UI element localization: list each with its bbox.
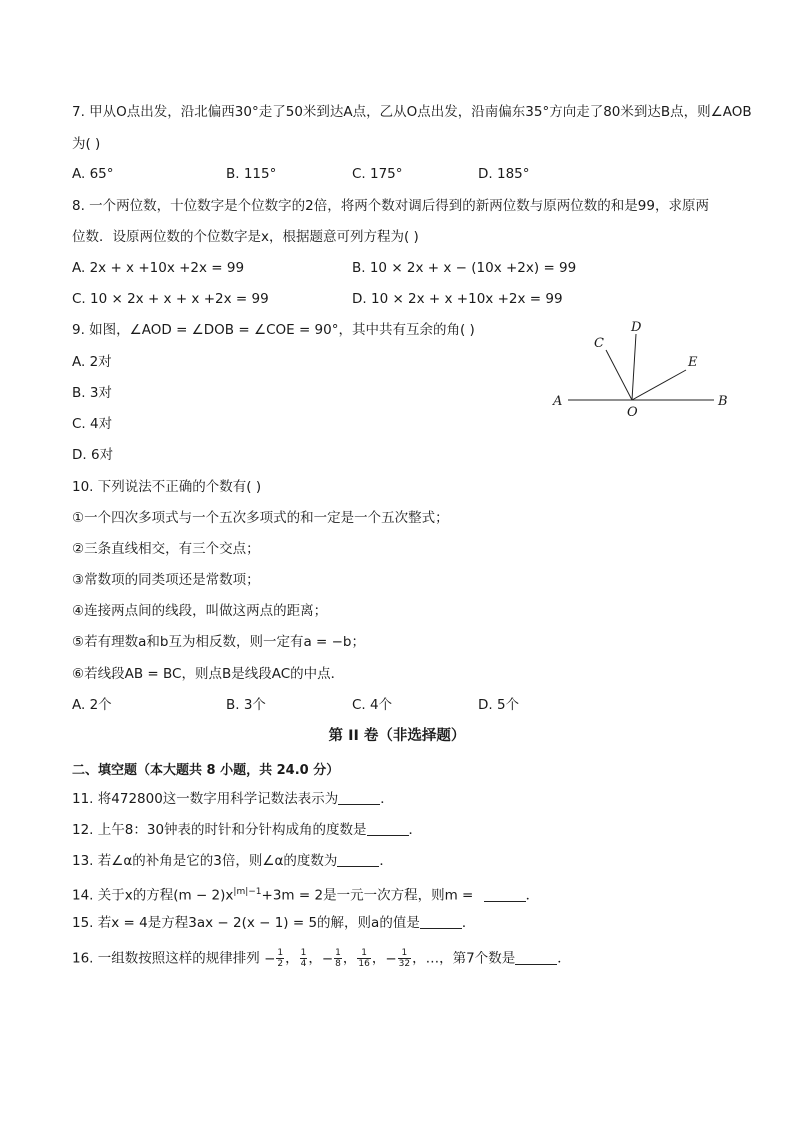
q9-option-b: B. 3对 — [72, 385, 112, 401]
numerator: 1 — [357, 948, 370, 959]
q15-end: ． — [461, 915, 476, 931]
q16-term-2 — [299, 948, 309, 969]
q12-line — [72, 820, 422, 840]
q16-term-4 — [356, 948, 371, 969]
q15-answer-blank[interactable] — [420, 914, 462, 929]
denominator: 8 — [335, 959, 341, 969]
label-a: A — [553, 394, 563, 409]
denominator: 16 — [358, 959, 370, 969]
q12-end: ． — [408, 822, 423, 838]
fraction — [276, 948, 284, 969]
ray-oe — [632, 370, 686, 400]
q11-text: 11. 将472800这一数字用科学记数法表示为 — [72, 791, 339, 807]
ray-oc — [606, 350, 632, 400]
q7-line1: 7. 甲从O点出发，沿北偏西30°走了50米到达A点，乙从O点出发，沿南偏东35°方向走了80米到达B点，则∠AOB — [72, 104, 752, 120]
section-title: 第 II 卷（非选择题） — [328, 728, 466, 744]
q10-item-2: ②三条直线相交，有三个交点； — [72, 541, 260, 557]
q14-text-mid: +3m = 2是一元一次方程，则m = — [261, 887, 478, 904]
q11-line — [72, 789, 394, 809]
q8-option-b: B. 10 × 2x + x − (10x +2x) = 99 — [352, 260, 577, 276]
q10-item-5: ⑤若有理数a和b互为相反数，则一定有a = −b； — [72, 634, 365, 650]
fraction — [398, 948, 411, 969]
q10-item-6: ⑥若线段AB = BC，则点B是线段AC的中点． — [72, 666, 345, 682]
q10-option-b: B. 3个 — [226, 697, 266, 713]
ray-od — [632, 334, 636, 400]
label-e: E — [688, 355, 698, 370]
q16-answer-blank[interactable] — [515, 950, 557, 965]
label-o: O — [627, 405, 638, 420]
q16-term-1 — [264, 948, 285, 969]
q14-end: ． — [525, 887, 540, 904]
q13-line — [72, 851, 393, 871]
q8-line2: 位数．设原两位数的个位数字是x，根据题意可列方程为( ) — [72, 229, 419, 245]
q13-text: 13. 若∠α的补角是它的3倍，则∠α的度数为 — [72, 853, 338, 869]
q9-option-d: D. 6对 — [72, 447, 114, 463]
fraction — [357, 948, 370, 969]
q10-item-3: ③常数项的同类项还是常数项； — [72, 572, 260, 588]
q15-line — [72, 913, 475, 933]
q8-line1: 8. 一个两位数，十位数字是个位数字的2倍，将两个数对调后得到的新两位数与原两位数的和是99，求原两 — [72, 198, 709, 214]
q13-answer-blank[interactable] — [337, 852, 379, 867]
q11-end: ． — [380, 791, 394, 807]
label-b: B — [718, 394, 728, 409]
q7-line2: 为( ) — [72, 136, 101, 152]
fraction — [334, 948, 342, 969]
q10-line1: 10. 下列说法不正确的个数有( ) — [72, 479, 262, 495]
numerator: 1 — [398, 948, 411, 959]
q10-option-a: A. 2个 — [72, 697, 112, 713]
q9-option-c: C. 4对 — [72, 416, 113, 432]
q16-line: 16. 一组数按照这样的规律排列 − $\frac{1}{2}$ ， $\frac{1}{4}$ ，− $\frac{1}{8}$ ， $\frac{1}{16}$ ，− $\frac{1}{32}$ ，…，第7个数是 ． — [72, 948, 571, 969]
q16-text: 16. 一组数按照这样的规律排列 — [72, 950, 260, 967]
angle-figure — [548, 318, 738, 423]
q8-option-a: A. 2x + x +10x +2x = 99 — [72, 260, 245, 276]
label-c: C — [594, 336, 604, 351]
q9-option-a: A. 2对 — [72, 354, 112, 370]
label-d: D — [631, 320, 642, 335]
q16-text-mid: ，…，第7个数是 — [412, 950, 516, 967]
q8-option-c: C. 10 × 2x + x + x +2x = 99 — [72, 291, 269, 307]
q12-answer-blank[interactable] — [367, 821, 409, 836]
denominator: 2 — [277, 959, 284, 969]
numerator: 1 — [277, 948, 284, 958]
q7-option-d: D. 185° — [478, 166, 530, 182]
q10-item-1: ①一个四次多项式与一个五次多项式的和一定是一个五次整式； — [72, 510, 449, 526]
q7-option-a: A. 65° — [72, 166, 114, 182]
q14-answer-blank[interactable] — [484, 887, 526, 902]
q16-term-5 — [385, 948, 412, 969]
q9-line1: 9. 如图，∠AOD = ∠DOB = ∠COE = 90°，其中共有互余的角( ) — [72, 322, 475, 338]
q10-option-d: D. 5个 — [478, 697, 520, 713]
numerator: 1 — [335, 948, 341, 958]
subsection-title: 二、填空题（本大题共 8 小题，共 24.0 分） — [72, 763, 340, 778]
q14-exponent: |m|−1 — [233, 887, 262, 897]
q16-end: ． — [557, 950, 571, 967]
fraction — [300, 948, 308, 969]
q12-text: 12. 上午8：30钟表的时针和分针构成角的度数是 — [72, 822, 367, 838]
term-sign: − — [321, 950, 334, 967]
q11-answer-blank[interactable] — [338, 790, 380, 805]
term-sign: − — [264, 950, 276, 967]
q10-item-4: ④连接两点间的线段，叫做这两点的距离； — [72, 603, 328, 619]
q8-option-d: D. 10 × 2x + x +10x +2x = 99 — [352, 291, 563, 307]
denominator: 4 — [300, 959, 307, 969]
term-sign: − — [385, 950, 397, 967]
numerator: 1 — [300, 948, 307, 958]
q14-text: 14. 关于x的方程(m − 2)x — [72, 887, 234, 904]
q10-option-c: C. 4个 — [352, 697, 393, 713]
q15-text: 15. 若x = 4是方程3ax − 2(x − 1) = 5的解，则a的值是 — [72, 915, 420, 931]
denominator: 32 — [398, 959, 411, 969]
q14-line — [72, 882, 539, 906]
q16-term-3 — [321, 948, 343, 969]
q7-option-c: C. 175° — [352, 166, 403, 182]
q13-end: ． — [379, 853, 393, 869]
q7-option-b: B. 115° — [226, 166, 277, 182]
